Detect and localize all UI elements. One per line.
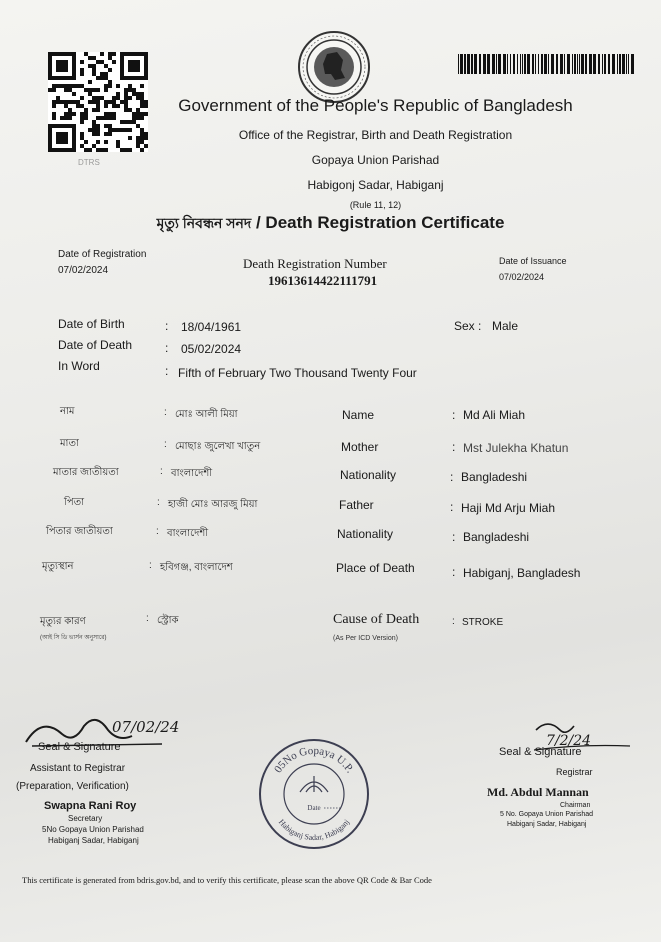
birth-date-label: Date of Birth (58, 317, 125, 331)
place-of-death-en-value: Habiganj, Bangladesh (463, 566, 581, 580)
cause-bn-note: (আই সি ডি ভার্সন অনুসারে) (40, 635, 107, 641)
cause-en-colon: : (452, 616, 455, 627)
death-date-label: Date of Death (58, 338, 133, 352)
right-name: Md. Abdul Mannan (487, 785, 589, 799)
name-en-value: Md Ali Miah (463, 408, 526, 422)
sex-label: Sex : (454, 319, 482, 333)
left-office: 5No Gopaya Union Parishad (42, 825, 144, 834)
issuance-date-label: Date of Issuance (499, 256, 567, 266)
father-nationality-bn-value: বাংলাদেশী (167, 528, 209, 539)
right-signature-date: 7/2/24 (546, 733, 592, 749)
office-title: Office of the Registrar, Birth and Death Registration (238, 128, 513, 142)
cause-en-value: STROKE (462, 617, 504, 628)
name-bn-colon: : (164, 407, 167, 418)
father-bn-colon: : (157, 497, 160, 508)
footer-note: This certificate is generated from bdris.gov.bd, and to verify this certificate, please scan the above QR Code & Bar Code (22, 875, 432, 885)
in-word-colon: : (165, 364, 169, 378)
place-of-death-bn-colon: : (149, 560, 152, 571)
in-word-label: In Word (58, 359, 100, 373)
registration-number-value: 19613614422111791 (268, 273, 378, 288)
certificate-title (0, 212, 661, 236)
death-date-value: 05/02/2024 (181, 342, 242, 356)
cause-en-label: Cause of Death (333, 612, 420, 627)
right-location: Habiganj Sadar, Habiganj (507, 821, 587, 828)
right-office: 5 No. Gopaya Union Parishad (500, 811, 593, 818)
title-english: Death Registration Certificate (265, 213, 505, 232)
mother-bn-colon: : (164, 439, 167, 450)
qr-caption: DTRS (78, 158, 100, 167)
mother-nationality-bn-value: বাংলাদেশী (171, 468, 213, 479)
left-seal-label: Seal & Signature (38, 741, 121, 753)
mother-en-colon: : (452, 440, 456, 454)
union-parishad-seal (256, 736, 372, 852)
name-bn-label: নাম (60, 406, 75, 417)
birth-date-colon: : (165, 319, 169, 333)
place-of-death-bn-label: মৃত্যুস্থান (42, 561, 74, 572)
mother-nationality-bn-label: মাতার জাতীয়তা (53, 467, 119, 478)
cause-bn-label: মৃত্যুর কারণ (40, 616, 86, 627)
mother-en-value: Mst Julekha Khatun (463, 441, 569, 455)
mother-nationality-en-label: Nationality (340, 468, 397, 482)
seal-top-text: 05No Gopaya U.P. (272, 744, 356, 776)
father-en-colon: : (450, 500, 454, 514)
left-role: Assistant to Registrar (30, 763, 126, 774)
left-role-note: (Preparation, Verification) (16, 781, 129, 792)
rule-reference: (Rule 11, 12) (349, 200, 402, 210)
cause-en-note: (As Per ICD Version) (333, 635, 398, 642)
father-nationality-en-colon: : (452, 530, 456, 544)
in-word-value: Fifth of February Two Thousand Twenty Four (178, 366, 417, 380)
left-signature-date: 07/02/24 (112, 718, 180, 736)
registration-number-label: Death Registration Number (243, 256, 387, 271)
issuance-date-value: 07/02/2024 (499, 272, 545, 282)
barcode[interactable] (458, 54, 636, 74)
mother-bn-value: মোছাঃ জুলেখা খাতুন (175, 441, 261, 452)
mother-bn-label: মাতা (60, 438, 79, 449)
government-title: Government of the People's Republic of Bangladesh (178, 96, 573, 115)
seal-bottom-text: Habiganj Sadar, Habiganj (276, 817, 352, 843)
father-en-value: Haji Md Arju Miah (461, 501, 556, 515)
title-separator: / (251, 213, 266, 232)
right-seal-label: Seal & Signature (499, 746, 582, 758)
registration-date-label: Date of Registration (58, 249, 147, 260)
government-emblem-icon (297, 30, 371, 104)
place-of-death-en-colon: : (452, 565, 456, 579)
cause-bn-colon: : (146, 613, 149, 624)
cause-bn-value: স্ট্রোক (157, 615, 179, 626)
district-name: Habigonj Sadar, Habiganj (307, 178, 444, 192)
father-nationality-en-value: Bangladeshi (463, 530, 530, 544)
registration-date-value: 07/02/2024 (58, 265, 109, 276)
mother-nationality-en-value: Bangladeshi (461, 470, 528, 484)
name-en-label: Name (342, 408, 375, 422)
left-title: Secretary (68, 814, 103, 823)
father-en-label: Father (339, 498, 374, 512)
sex-value: Male (492, 319, 519, 333)
place-of-death-en-label: Place of Death (336, 561, 415, 575)
father-nationality-en-label: Nationality (337, 527, 394, 541)
birth-date-value: 18/04/1961 (181, 320, 242, 334)
right-title: Chairman (560, 802, 591, 809)
mother-nationality-bn-colon: : (160, 466, 163, 477)
title-bangla: মৃত্যু নিবন্ধন সনদ (156, 215, 252, 231)
name-en-colon: : (452, 408, 456, 422)
father-bn-value: হাজী মোঃ আরজু মিয়া (168, 499, 258, 510)
union-name: Gopaya Union Parishad (311, 153, 440, 167)
father-nationality-bn-colon: : (156, 526, 159, 537)
left-name: Swapna Rani Roy (44, 800, 137, 812)
father-nationality-bn-label: পিতার জাতীয়তা (46, 526, 113, 537)
left-location: Habiganj Sadar, Habiganj (48, 836, 139, 845)
mother-en-label: Mother (341, 440, 379, 454)
seal-center-text: Date (307, 804, 321, 812)
death-date-colon: : (165, 341, 169, 355)
right-role: Registrar (556, 767, 593, 777)
father-bn-label: পিতা (64, 497, 85, 508)
place-of-death-bn-value: হবিগঞ্জ, বাংলাদেশ (160, 562, 233, 573)
name-bn-value: মোঃ আলী মিয়া (175, 409, 238, 420)
mother-nationality-en-colon: : (450, 470, 454, 484)
